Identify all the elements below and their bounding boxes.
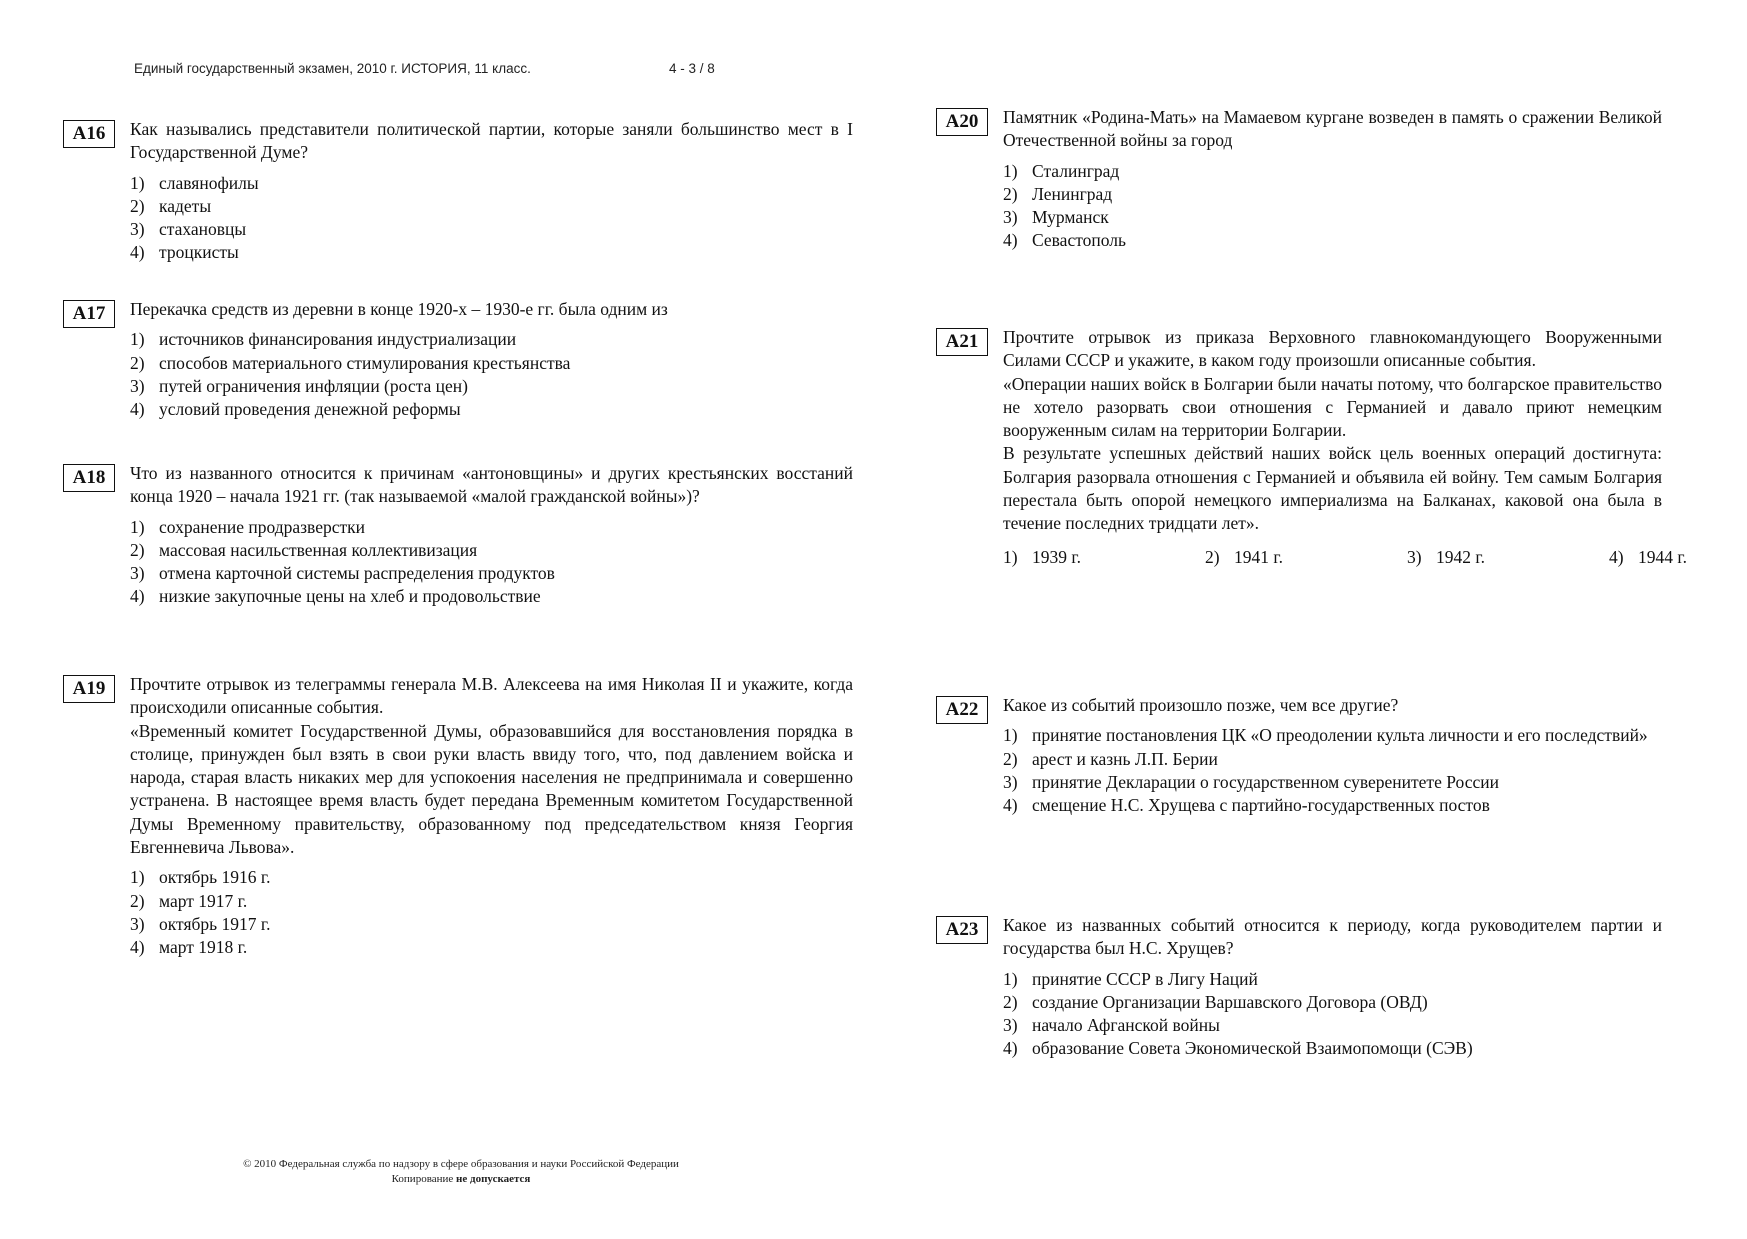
answer-option <box>1003 546 1205 569</box>
exam-title: Единый государственный экзамен, 2010 г. ИСТОРИЯ, 11 класс. <box>134 61 531 76</box>
option-text: март 1918 г. <box>159 937 248 958</box>
answer-option <box>130 398 853 421</box>
answer-option <box>130 562 853 585</box>
question-paragraph: Что из названного относится к причинам «антоновщины» и других крестьянских восстаний конца 1920 – начала 1921 гг. (так называемой «малой гражданской войны»)? <box>130 463 853 507</box>
answer-options <box>1003 724 1662 817</box>
answer-option <box>1003 968 1662 991</box>
option-number: 4) <box>1003 795 1018 816</box>
question-text <box>130 118 853 165</box>
option-text: сохранение продразверстки <box>159 516 366 537</box>
option-number: 3) <box>130 913 145 934</box>
question-text <box>1003 106 1662 153</box>
option-number: 1) <box>130 516 145 537</box>
question-paragraph: Прочтите отрывок из телеграммы генерала М.В. Алексеева на имя Николая II и укажите, когда происходили описанные события. <box>130 674 853 718</box>
question-text <box>130 673 853 859</box>
option-number: 1) <box>1003 546 1018 567</box>
option-number: 3) <box>1003 771 1018 792</box>
answer-option <box>1003 794 1662 817</box>
answer-option <box>1205 546 1407 569</box>
question-number: A22 <box>936 696 988 724</box>
option-text: арест и казнь Л.П. Берии <box>1032 748 1218 769</box>
answer-option <box>130 585 853 608</box>
option-number: 3) <box>1003 207 1018 228</box>
question-paragraph: Какое из событий произошло позже, чем все другие? <box>1003 695 1399 715</box>
option-number: 1) <box>1003 968 1018 989</box>
question-number: A21 <box>936 328 988 356</box>
option-text: принятие СССР в Лигу Наций <box>1032 968 1258 989</box>
answer-option <box>130 375 853 398</box>
option-text: Сталинград <box>1032 160 1120 181</box>
option-number: 3) <box>130 219 145 240</box>
option-number: 1) <box>130 172 145 193</box>
answer-option <box>130 866 853 889</box>
answer-option <box>130 352 853 375</box>
answer-option <box>130 539 853 562</box>
option-number: 3) <box>130 563 145 584</box>
option-text: источников финансирования индустриализации <box>159 329 517 350</box>
option-number: 1) <box>130 329 145 350</box>
question-paragraph: Памятник «Родина-Мать» на Мамаевом кургане возведен в память о сражении Великой Отечественной войны за город <box>1003 107 1662 151</box>
answer-option <box>130 218 853 241</box>
option-text: кадеты <box>159 195 212 216</box>
option-number: 2) <box>130 195 145 216</box>
option-text: начало Афганской войны <box>1032 1015 1220 1036</box>
option-number: 4) <box>130 937 145 958</box>
option-text: смещение Н.С. Хрущева с партийно-государственных постов <box>1032 795 1490 816</box>
answer-option <box>1407 546 1609 569</box>
option-text: стахановцы <box>159 219 247 240</box>
option-number: 2) <box>1003 991 1018 1012</box>
answer-option <box>130 936 853 959</box>
answer-option <box>1003 771 1662 794</box>
option-number: 1) <box>130 867 145 888</box>
answer-options <box>1003 546 1687 569</box>
option-number: 4) <box>1609 546 1624 567</box>
question-paragraph: Прочтите отрывок из приказа Верховного главнокомандующего Вооруженными Силами СССР и укажите, в каком году произошли описанные события. <box>1003 327 1662 371</box>
option-text: 1942 г. <box>1436 546 1485 567</box>
quote-paragraph: «Операции наших войск в Болгарии были начаты потому, что болгарское правительство не хотело разорвать свои отношения с Германией и давало приют немецким вооруженным силам на территории Болгарии. <box>1003 373 1662 441</box>
page-header <box>134 61 715 76</box>
option-text: октябрь 1916 г. <box>159 867 271 888</box>
question-number: A18 <box>63 464 115 492</box>
option-text: славянофилы <box>159 172 259 193</box>
question-text <box>130 298 853 321</box>
question-number: A23 <box>936 916 988 944</box>
question-text <box>1003 914 1662 961</box>
option-text: путей ограничения инфляции (роста цен) <box>159 375 468 396</box>
question-number: A16 <box>63 120 115 148</box>
option-number: 1) <box>1003 160 1018 181</box>
option-text: Мурманск <box>1032 207 1109 228</box>
option-text: создание Организации Варшавского Договора (ОВД) <box>1032 991 1428 1012</box>
option-number: 2) <box>130 539 145 560</box>
question-text <box>130 462 853 509</box>
option-number: 4) <box>130 586 145 607</box>
answer-option <box>130 913 853 936</box>
option-number: 4) <box>1003 230 1018 251</box>
option-text: Севастополь <box>1032 230 1126 251</box>
option-number: 2) <box>1003 183 1018 204</box>
option-number: 3) <box>1003 1015 1018 1036</box>
answer-options <box>130 516 853 609</box>
option-text: 1944 г. <box>1638 546 1687 567</box>
answer-option <box>1003 229 1662 252</box>
page-footer <box>196 1157 726 1187</box>
answer-option <box>1003 206 1662 229</box>
answer-options <box>130 866 853 959</box>
question-number: A20 <box>936 108 988 136</box>
answer-option <box>1609 546 1747 569</box>
quote-paragraph: В результате успешных действий наших войск цель военных операций достигнута: Болгария разорвала отношения с Германией и объявила ей войну. Тем самым Болгария перестала быть опорой немецкого империализма на Балканах, каковой она была в течение последних тридцати лет». <box>1003 443 1662 534</box>
answer-option <box>1003 724 1662 747</box>
answer-option <box>130 328 853 351</box>
option-number: 4) <box>130 242 145 263</box>
answer-option <box>1003 160 1662 183</box>
answer-options <box>1003 160 1662 253</box>
option-text: образование Совета Экономической Взаимопомощи (СЭВ) <box>1032 1038 1473 1059</box>
copy-prefix: Копирование <box>391 1173 457 1185</box>
option-number: 4) <box>1003 1038 1018 1059</box>
question-paragraph: Как назывались представители политической партии, которые заняли большинство мест в I Государственной Думе? <box>130 119 853 163</box>
option-number: 3) <box>1407 546 1422 567</box>
option-text: троцкисты <box>159 242 239 263</box>
answer-option <box>130 890 853 913</box>
question-paragraph: Перекачка средств из деревни в конце 1920-х – 1930-е гг. была одним из <box>130 299 668 319</box>
answer-option <box>130 516 853 539</box>
option-number: 2) <box>1003 748 1018 769</box>
question-number: A19 <box>63 675 115 703</box>
option-number: 4) <box>130 399 145 420</box>
option-text: отмена карточной системы распределения продуктов <box>159 563 555 584</box>
answer-option <box>1003 991 1662 1014</box>
answer-options <box>130 328 853 421</box>
option-text: октябрь 1917 г. <box>159 913 271 934</box>
option-number: 3) <box>130 375 145 396</box>
quote-paragraph: «Временный комитет Государственной Думы, образовавшийся для восстановления порядка в столице, принужден был взять в свои руки власть ввиду того, что, под давлением войска и народа, старая власть никаких мер для успокоения населения не предпринимала и совершенно устранена. В настоящее время власть будет передана Временным комитетом Государственной Думы Временному правительству, образованному под председательством князя Георгия Евгенневича Львова». <box>130 720 853 858</box>
answer-option <box>130 195 853 218</box>
answer-options <box>130 172 853 265</box>
option-number: 2) <box>1205 546 1220 567</box>
question-text <box>1003 694 1662 717</box>
option-text: 1941 г. <box>1234 546 1283 567</box>
option-text: принятие постановления ЦК «О преодолении культа личности и его последствий» <box>1032 725 1648 746</box>
answer-option <box>1003 1014 1662 1037</box>
answer-option <box>130 241 853 264</box>
answer-option <box>1003 1037 1662 1060</box>
option-text: условий проведения денежной реформы <box>159 399 461 420</box>
option-text: способов материального стимулирования крестьянства <box>159 352 571 373</box>
option-text: низкие закупочные цены на хлеб и продовольствие <box>159 586 541 607</box>
copy-forbidden: не допускается <box>456 1173 531 1185</box>
page-number: 4 - 3 / 8 <box>669 61 715 76</box>
option-text: массовая насильственная коллективизация <box>159 539 478 560</box>
copy-restriction <box>196 1172 726 1187</box>
copyright-notice: © 2010 Федеральная служба по надзору в сфере образования и науки Российской Федерации <box>243 1158 679 1170</box>
answer-options <box>1003 968 1662 1061</box>
option-text: 1939 г. <box>1032 546 1081 567</box>
option-text: принятие Декларации о государственном суверенитете России <box>1032 771 1499 792</box>
option-number: 2) <box>130 352 145 373</box>
question-text <box>1003 326 1662 536</box>
question-paragraph: Какое из названных событий относится к периоду, когда руководителем партии и государства был Н.С. Хрущев? <box>1003 915 1662 959</box>
answer-option <box>1003 748 1662 771</box>
answer-option <box>130 172 853 195</box>
option-text: Ленинград <box>1032 183 1113 204</box>
answer-option <box>1003 183 1662 206</box>
option-text: март 1917 г. <box>159 890 248 911</box>
option-number: 2) <box>130 890 145 911</box>
option-number: 1) <box>1003 725 1018 746</box>
question-number: A17 <box>63 300 115 328</box>
